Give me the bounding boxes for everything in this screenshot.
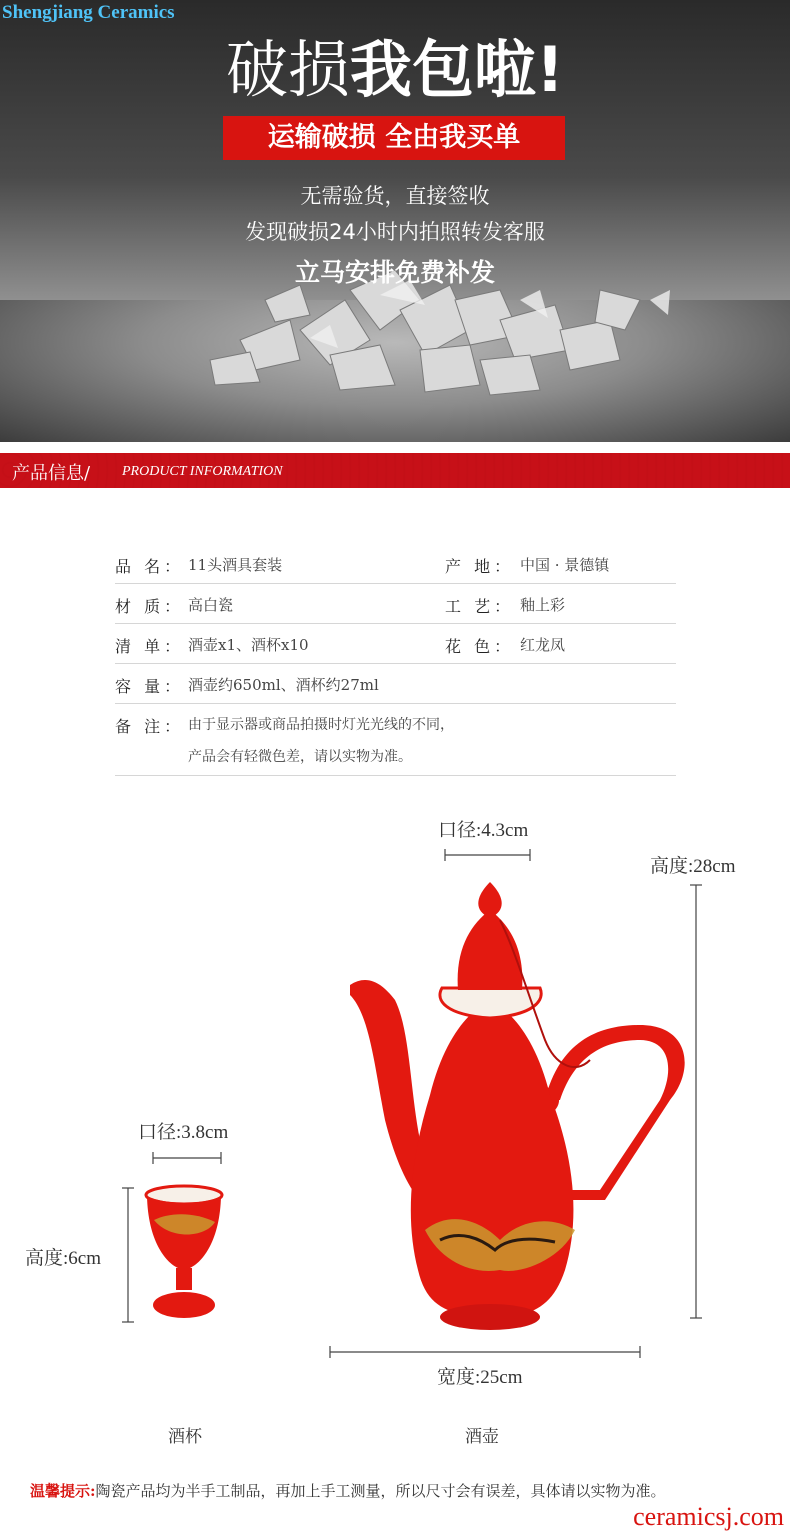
info-row xyxy=(115,544,676,584)
title-cn: 产品信息 xyxy=(12,463,84,484)
product-illustration xyxy=(0,800,790,1450)
tip-label: 温馨提示: xyxy=(30,1482,96,1500)
info-value: 红龙凤 xyxy=(520,636,566,654)
info-label: 容 量： xyxy=(115,677,185,696)
info-value: 酒壶约650ml、酒杯约27ml xyxy=(188,676,379,694)
info-label: 清 单： xyxy=(115,637,185,656)
info-row-note xyxy=(115,704,676,776)
headline-exclamation: ! xyxy=(535,33,565,106)
wine-pot-icon xyxy=(350,882,685,1330)
shop-name: Shengjiang Ceramics xyxy=(2,2,175,23)
cup-caption: 酒杯 xyxy=(168,1427,202,1447)
cup-height-label: 高度:6cm xyxy=(25,1248,101,1269)
info-value: 11头酒具套装 xyxy=(188,556,283,574)
info-label: 产 地： xyxy=(445,557,515,576)
footer-tip xyxy=(30,1480,666,1501)
product-info-header xyxy=(0,453,790,488)
banner-headline xyxy=(0,30,790,110)
tip-text: 陶瓷产品均为半手工制品，再加上手工测量，所以尺寸会有误差，具体请以实物为准。 xyxy=(95,1482,666,1500)
info-label: 花 色： xyxy=(445,637,515,656)
pot-caption: 酒壶 xyxy=(465,1427,499,1447)
header-title-en: PRODUCT INFORMATION xyxy=(122,464,283,479)
headline-light: 破损 xyxy=(225,33,350,106)
info-note-line-2: 产品会有轻微色差，请以实物为准。 xyxy=(188,749,412,765)
banner-line-2: 发现破损24小时内拍照转发客服 xyxy=(245,220,545,244)
info-value: 中国 · 景德镇 xyxy=(520,556,610,574)
title-separator: / xyxy=(84,463,91,484)
info-value: 釉上彩 xyxy=(520,596,566,614)
info-value: 高白瓷 xyxy=(188,596,234,614)
headline-bold: 我包啦 xyxy=(349,33,536,106)
header-title-cn xyxy=(12,459,90,485)
guarantee-banner xyxy=(0,0,790,442)
dimension-diagram xyxy=(0,800,790,1450)
banner-line-3: 立马安排免费补发 xyxy=(294,258,495,287)
product-info-table xyxy=(115,544,676,776)
header-pattern xyxy=(0,453,790,488)
info-row xyxy=(115,584,676,624)
site-watermark: ceramicsj.com xyxy=(633,1502,784,1531)
info-label: 工 艺： xyxy=(445,597,515,616)
info-label: 备 注： xyxy=(115,717,185,736)
info-row xyxy=(115,624,676,664)
banner-line-1: 无需验货，直接签收 xyxy=(300,184,490,208)
pot-mouth-label: 口径:4.3cm xyxy=(438,820,529,841)
info-value: 酒壶x1、酒杯x10 xyxy=(188,636,309,654)
info-label: 材 质： xyxy=(115,597,185,616)
info-row xyxy=(115,664,676,704)
wine-cup-icon xyxy=(146,1186,222,1318)
pot-width-label: 宽度:25cm xyxy=(437,1367,523,1388)
info-note-line-1: 由于显示器或商品拍摄时灯光光线的不同， xyxy=(188,717,454,733)
pot-height-label: 高度:28cm xyxy=(650,856,736,877)
banner-badge: 运输破损 全由我买单 xyxy=(223,116,565,160)
cup-mouth-label: 口径:3.8cm xyxy=(138,1122,229,1143)
info-label: 品 名： xyxy=(115,557,185,576)
